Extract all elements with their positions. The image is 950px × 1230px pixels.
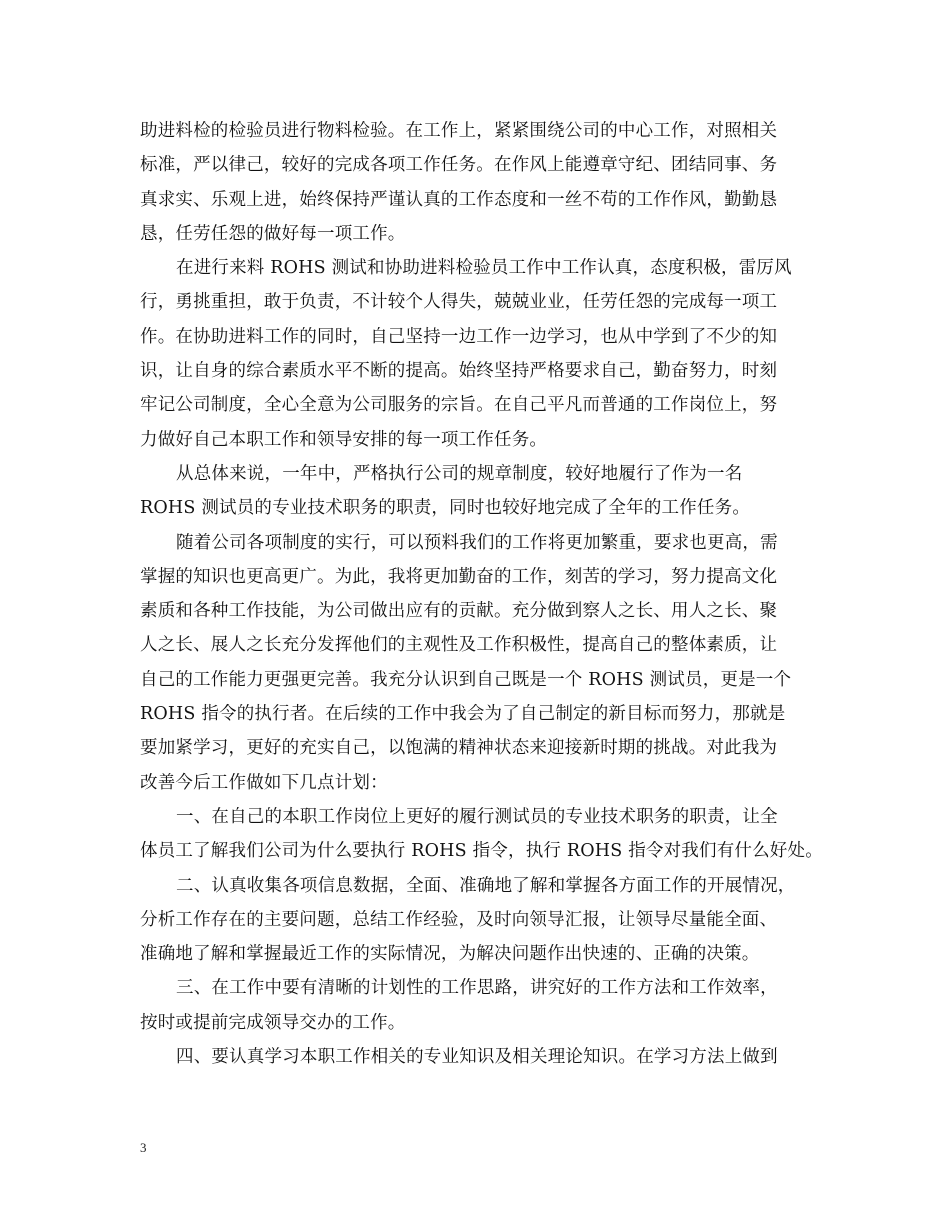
text-line: 作。在协助进料工作的同时，自己坚持一边工作一边学习，也从中学到了不少的知 xyxy=(140,326,778,347)
text-line: ROHS 指令的执行者。在后续的工作中我会为了自己制定的新目标而努力，那就是 xyxy=(140,704,786,725)
text-line: 随着公司各项制度的实行，可以预料我们的工作将更加繁重，要求也更高，需 xyxy=(176,532,778,553)
text-line: 要加紧学习，更好的充实自己，以饱满的精神状态来迎接新时期的挑战。对此我为 xyxy=(140,738,778,759)
text-line: 改善今后工作做如下几点计划： xyxy=(140,772,388,793)
text-line: 标准，严以律己，较好的完成各项工作任务。在作风上能遵章守纪、团结同事、务 xyxy=(140,155,778,176)
text-line: 在进行来料 ROHS 测试和协助进料检验员工作中工作认真，态度积极，雷厉风 xyxy=(176,258,792,279)
text-line: 力做好自己本职工作和领导安排的每一项工作任务。 xyxy=(140,429,548,450)
text-line: 一、在自己的本职工作岗位上更好的履行测试员的专业技术职务的职责，让全 xyxy=(176,806,778,827)
text-line: 识，让自身的综合素质水平不断的提高。始终坚持严格要求自己，勤奋努力，时刻 xyxy=(140,361,778,382)
text-line: 人之长、展人之长充分发挥他们的主观性及工作积极性，提高自己的整体素质，让 xyxy=(140,635,778,656)
text-line: 四、要认真学习本职工作相关的专业知识及相关理论知识。在学习方法上做到 xyxy=(176,1047,778,1068)
text-line: 牢记公司制度，全心全意为公司服务的宗旨。在自己平凡而普通的工作岗位上，努 xyxy=(140,395,778,416)
text-line: 三、在工作中要有清晰的计划性的工作思路，讲究好的工作方法和工作效率， xyxy=(176,978,778,999)
text-line: 恳，任劳任怨的做好每一项工作。 xyxy=(140,223,406,244)
page-number: 3 xyxy=(140,1140,147,1155)
text-line: 素质和各种工作技能，为公司做出应有的贡献。充分做到察人之长、用人之长、聚 xyxy=(140,601,778,622)
text-line: ROHS 测试员的专业技术职务的职责，同时也较好地完成了全年的工作任务。 xyxy=(140,498,751,519)
text-line: 从总体来说，一年中，严格执行公司的规章制度，较好地履行了作为一名 xyxy=(176,463,743,484)
text-line: 掌握的知识也更高更广。为此，我将更加勤奋的工作，刻苦的学习，努力提高文化 xyxy=(140,566,778,587)
text-line: 真求实、乐观上进，始终保持严谨认真的工作态度和一丝不苟的工作作风，勤勤恳 xyxy=(140,189,778,210)
text-line: 分析工作存在的主要问题，总结工作经验，及时向领导汇报，让领导尽量能全面、 xyxy=(140,909,778,930)
text-line: 准确地了解和掌握最近工作的实际情况，为解决问题作出快速的、正确的决策。 xyxy=(140,944,760,965)
document-body xyxy=(140,114,830,1074)
text-line: 二、认真收集各项信息数据，全面、准确地了解和掌握各方面工作的开展情况， xyxy=(176,875,796,896)
text-line: 行，勇挑重担，敢于负责，不计较个人得失，兢兢业业，任劳任怨的完成每一项工 xyxy=(140,292,778,313)
text-line: 按时或提前完成领导交办的工作。 xyxy=(140,1012,406,1033)
text-line: 体员工了解我们公司为什么要执行 ROHS 指令，执行 ROHS 指令对我们有什么好处。 xyxy=(140,841,823,862)
text-line: 自己的工作能力更强更完善。我充分认识到自己既是一个 ROHS 测试员，更是一个 xyxy=(140,669,792,690)
text-line: 助进料检的检验员进行物料检验。在工作上，紧紧围绕公司的中心工作，对照相关 xyxy=(140,121,778,141)
